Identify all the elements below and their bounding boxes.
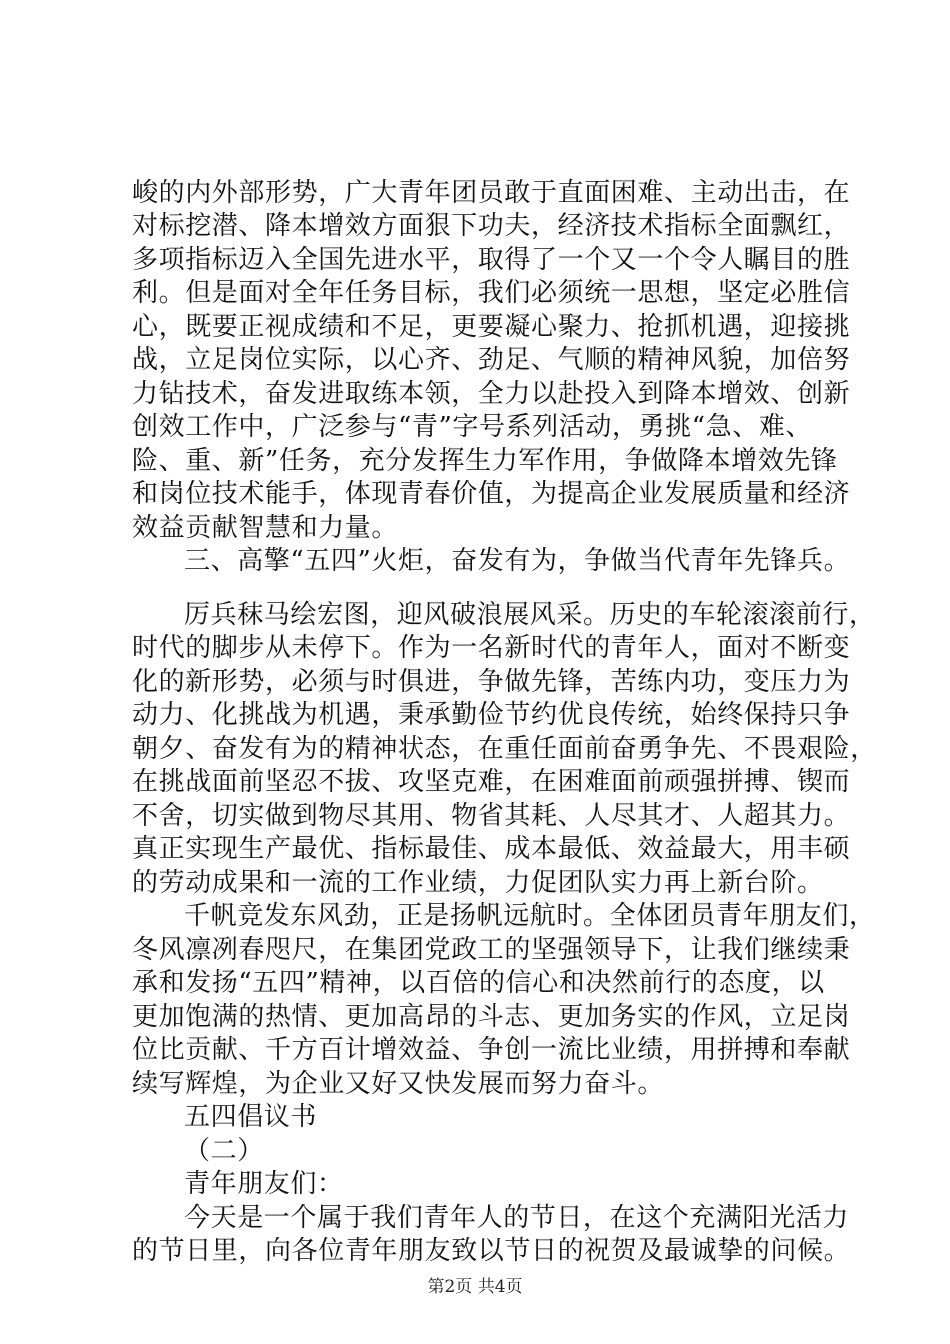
text-line: 千帆竞发东风劲，正是扬帆远航时。全体团员青年朋友们，	[184, 901, 876, 931]
text-line: 更加饱满的热情、更加高昂的斗志、更加务实的作风，立足岗	[132, 1002, 851, 1032]
text-line: 五四倡议书	[184, 1102, 318, 1132]
text-line: 冬风凛冽春咫尺，在集团党政工的坚强领导下，让我们继续秉	[132, 935, 851, 965]
text-line: 不舍，切实做到物尽其用、物省其耗、人尽其才、人超其力。	[132, 801, 851, 831]
text-line: 朝夕、奋发有为的精神状态，在重任面前奋勇争先、不畏艰险，	[132, 734, 877, 764]
text-line: 的劳动成果和一流的工作业绩，力促团队实力再上新台阶。	[132, 868, 824, 898]
text-line: 时代的脚步从未停下。作为一名新时代的青年人，面对不断变	[132, 633, 851, 663]
text-line: 对标挖潜、降本增效方面狠下功夫，经济技术指标全面飘红，	[132, 211, 851, 241]
text-line: 和岗位技术能手，体现青春价值，为提高企业发展质量和经济	[132, 479, 851, 509]
text-line: 三、高擎“五四”火炬，奋发有为，争做当代青年先锋兵。	[184, 546, 851, 576]
text-line: 峻的内外部形势，广大青年团员敢于直面困难、主动出击，在	[132, 178, 851, 208]
text-line: 承和发扬“五四”精神，以百倍的信心和决然前行的态度，以	[132, 968, 825, 998]
text-line: 的节日里，向各位青年朋友致以节日的祝贺及最诚挚的问候。	[132, 1236, 851, 1266]
text-line: 续写辉煌，为企业又好又快发展而努力奋斗。	[132, 1069, 665, 1099]
text-line: 位比贡献、千方百计增效益、争创一流比业绩，用拼搏和奉献	[132, 1035, 851, 1065]
text-line: （二）	[184, 1136, 264, 1166]
text-line: 化的新形势，必须与时俱进，争做先锋，苦练内功，变压力为	[132, 667, 851, 697]
text-line: 效益贡献智慧和力量。	[132, 513, 399, 543]
text-line: 今天是一个属于我们青年人的节日，在这个充满阳光活力	[184, 1203, 850, 1233]
text-line: 战，立足岗位实际，以心齐、劲足、气顺的精神风貌，加倍努	[132, 345, 851, 375]
text-line: 心，既要正视成绩和不足，更要凝心聚力、抢抓机遇，迎接挑	[132, 312, 851, 342]
text-line: 青年朋友们：	[184, 1169, 344, 1199]
text-line: 利。但是面对全年任务目标，我们必须统一思想，坚定必胜信	[132, 278, 851, 308]
text-line: 创效工作中，广泛参与“青”字号系列活动，勇挑“急、难、	[132, 412, 813, 442]
text-line: 真正实现生产最优、指标最佳、成本最低、效益最大，用丰硕	[132, 834, 851, 864]
text-line: 力钻技术，奋发进取练本领，全力以赴投入到降本增效、创新	[132, 379, 851, 409]
text-line: 厉兵秣马绘宏图，迎风破浪展风采。历史的车轮滚滚前行，	[184, 600, 876, 630]
page-footer: 第2页 共4页	[427, 1277, 523, 1297]
text-line: 多项指标迈入全国先进水平，取得了一个又一个令人瞩目的胜	[132, 245, 851, 275]
text-line: 在挑战面前坚忍不拔、攻坚克难，在困难面前顽强拼搏、锲而	[132, 767, 851, 797]
text-line: 动力、化挑战为机遇，秉承勤俭节约优良传统，始终保持只争	[132, 700, 851, 730]
text-line: 险、重、新”任务，充分发挥生力军作用，争做降本增效先锋	[132, 446, 838, 476]
